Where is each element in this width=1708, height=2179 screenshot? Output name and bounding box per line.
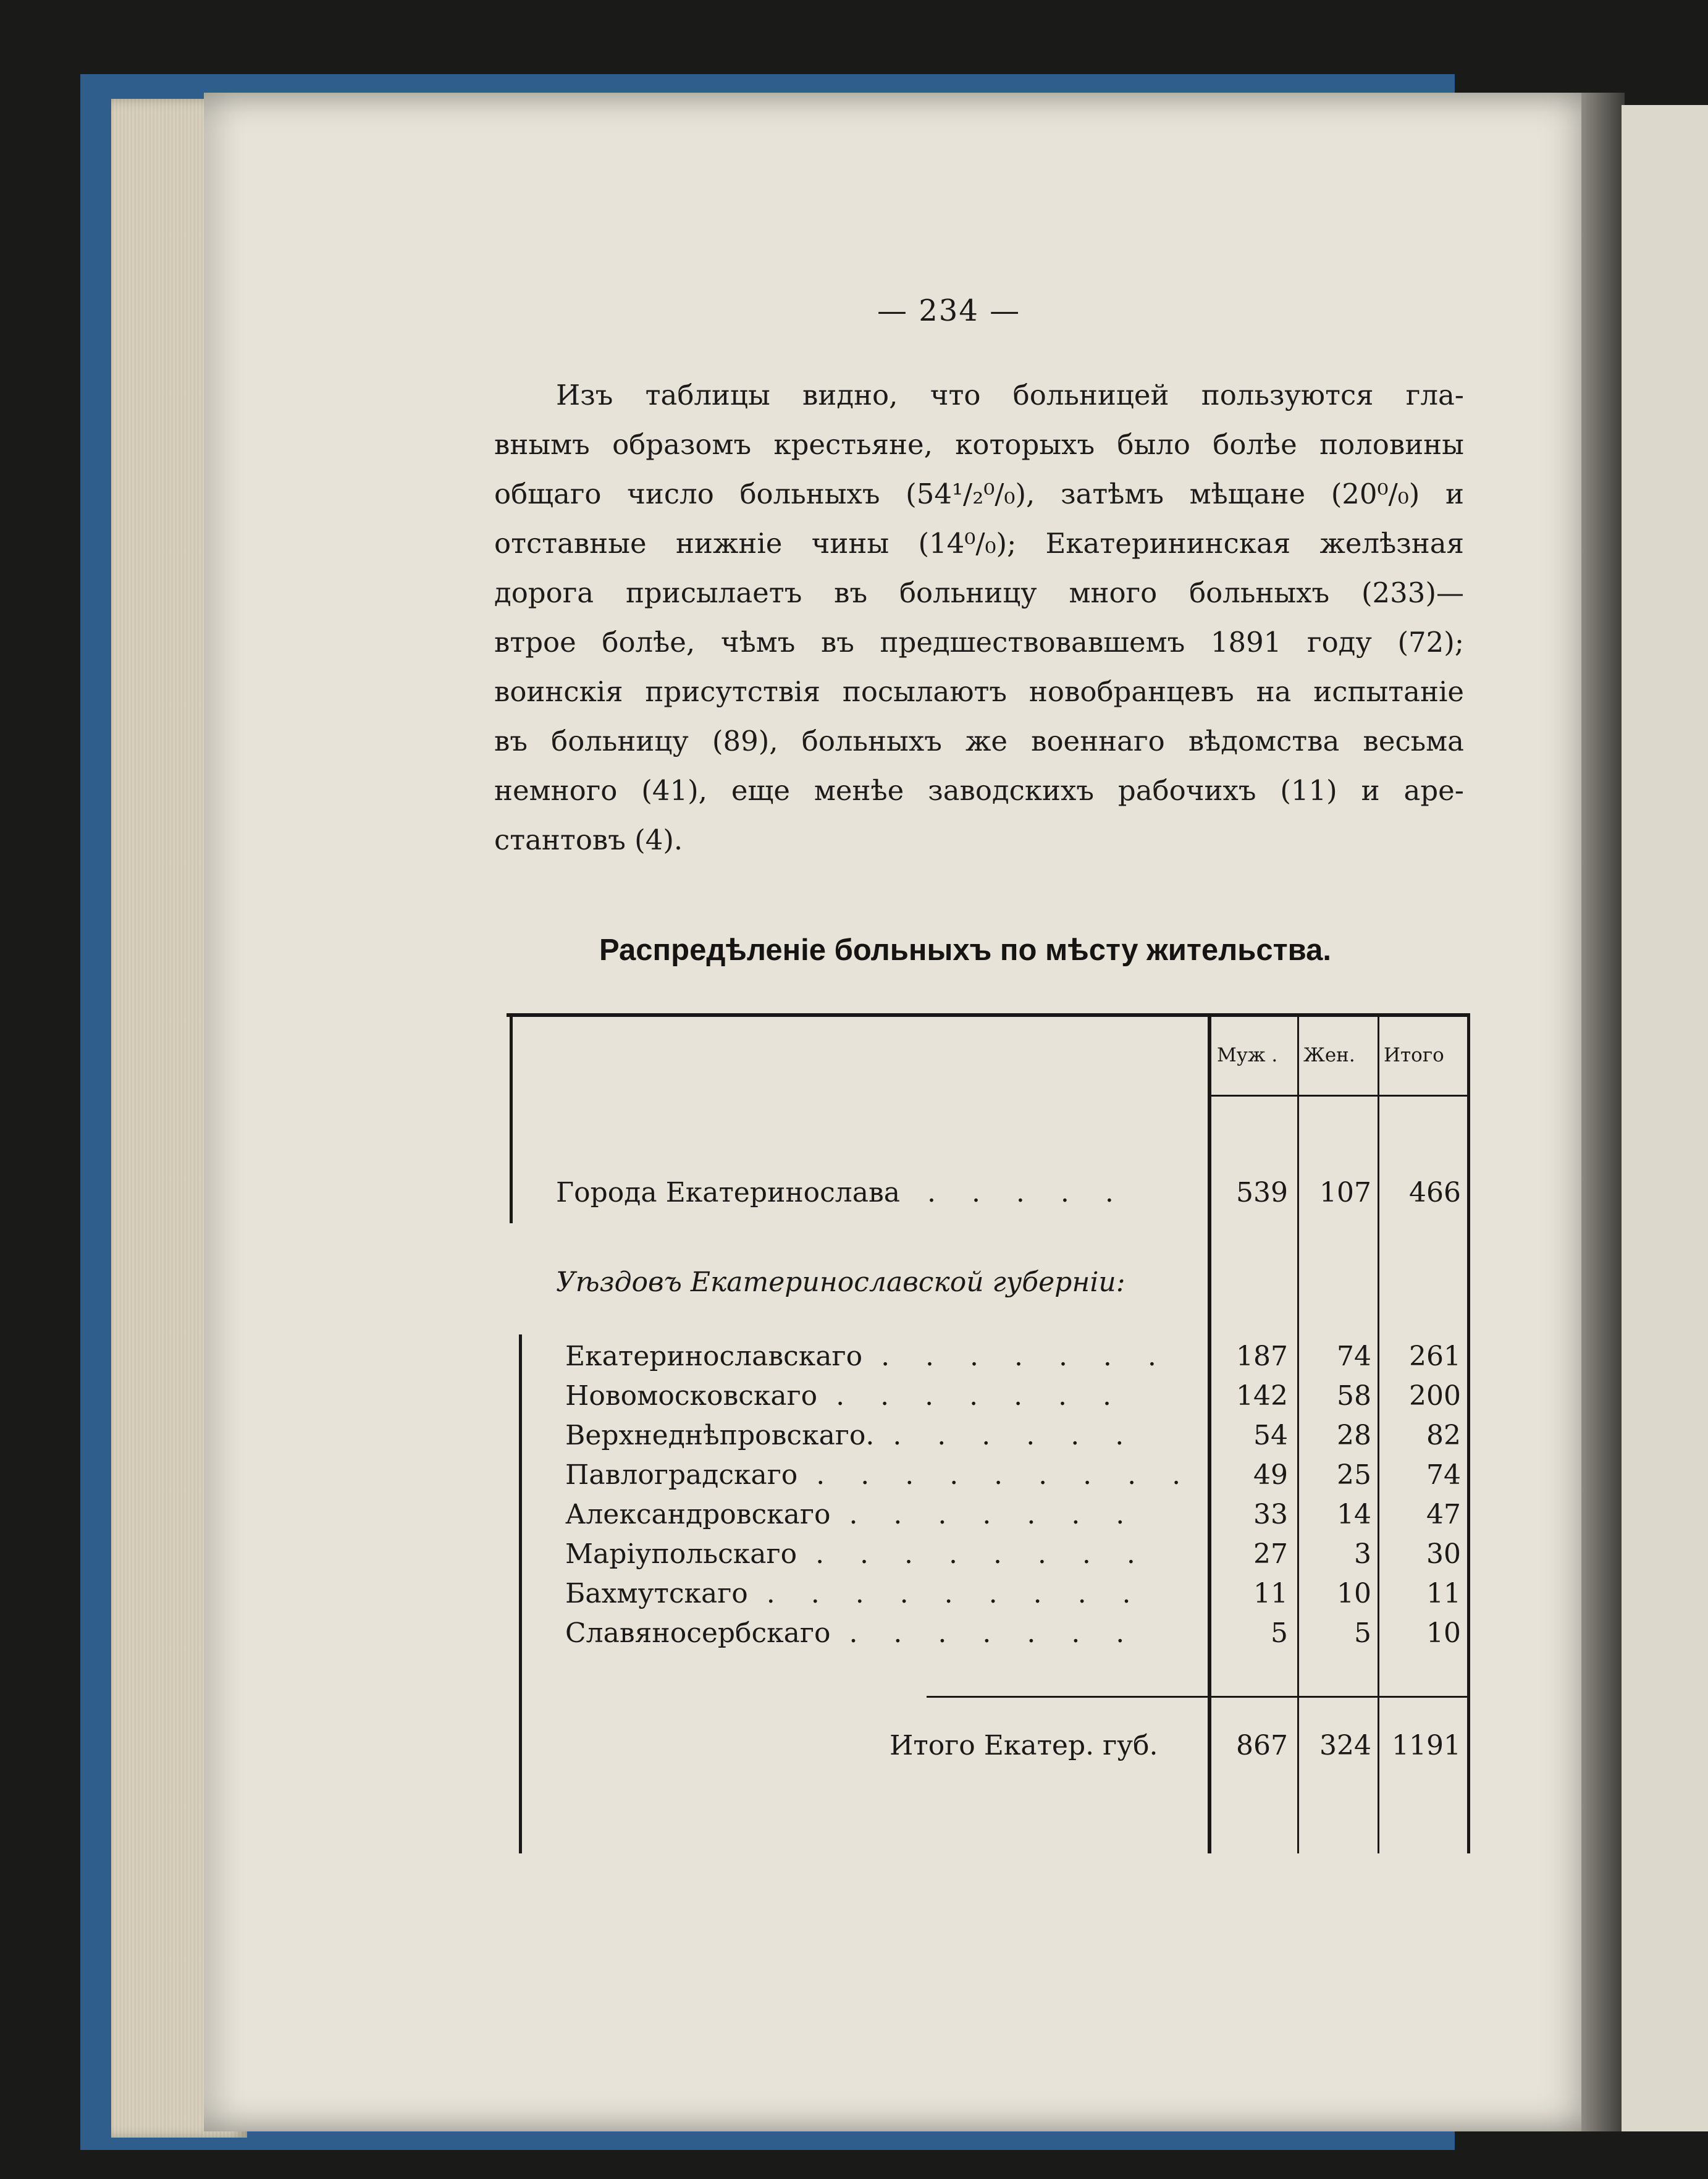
district-women: 28 xyxy=(1337,1420,1371,1451)
district-women: 10 xyxy=(1337,1578,1371,1609)
district-label xyxy=(565,1341,1170,1372)
district-label xyxy=(565,1459,1194,1491)
district-label-text: Павлоградскаго xyxy=(565,1459,798,1491)
district-men: 33 xyxy=(1253,1499,1288,1530)
leader-dots: . . . . . . . xyxy=(881,1341,1170,1372)
district-label xyxy=(565,1499,1138,1530)
leader-dots: . . . . . . . . . xyxy=(766,1578,1145,1609)
header-men: Муж . xyxy=(1217,1044,1278,1066)
district-total: 200 xyxy=(1409,1380,1461,1412)
table-total-rule xyxy=(927,1696,1470,1698)
district-label-text: Славяносербскаго xyxy=(565,1617,831,1649)
residence-table xyxy=(507,1013,1470,1853)
district-men: 5 xyxy=(1271,1617,1288,1649)
city-row-label xyxy=(556,1177,1127,1208)
city-total: 466 xyxy=(1409,1177,1461,1208)
district-label xyxy=(565,1420,1137,1451)
paragraph-line: втрое болѣе, чѣмъ въ предшествовавшемъ 1891 году (72); xyxy=(494,626,1464,659)
district-women: 25 xyxy=(1337,1459,1371,1491)
district-label xyxy=(565,1538,1149,1570)
district-women: 5 xyxy=(1354,1617,1371,1649)
table-header-rule xyxy=(1208,1095,1470,1097)
column-divider-women xyxy=(1378,1013,1379,1853)
leader-dots: . . . . . . . xyxy=(836,1380,1125,1412)
book-gutter xyxy=(1581,93,1625,2131)
leader-dots: . . . . . xyxy=(927,1177,1127,1208)
city-women: 107 xyxy=(1319,1177,1371,1208)
next-page-edge xyxy=(1622,105,1708,2131)
district-label-text: Маріупольскаго xyxy=(565,1538,797,1570)
header-total: Итого xyxy=(1384,1044,1444,1066)
leader-dots: . . . . . . . xyxy=(849,1617,1138,1649)
leader-dots: . . . . . . . . xyxy=(815,1538,1149,1570)
total-women: 324 xyxy=(1319,1730,1371,1761)
district-women: 58 xyxy=(1337,1380,1371,1412)
body-paragraph xyxy=(494,371,1464,865)
district-total: 82 xyxy=(1426,1420,1461,1451)
leader-dots: . . . . . . xyxy=(893,1420,1138,1451)
header-women: Жен. xyxy=(1303,1044,1355,1066)
city-men: 539 xyxy=(1236,1177,1288,1208)
district-total: 261 xyxy=(1409,1341,1461,1372)
district-men: 187 xyxy=(1236,1341,1288,1372)
district-total: 11 xyxy=(1426,1578,1461,1609)
district-label xyxy=(565,1380,1125,1412)
district-label xyxy=(565,1578,1145,1609)
district-label-text: Новомосковскаго xyxy=(565,1380,818,1412)
district-women: 74 xyxy=(1337,1341,1371,1372)
paragraph-line: Изъ таблицы видно, что больницей пользуются гла- xyxy=(556,379,1464,411)
total-total: 1191 xyxy=(1392,1730,1461,1761)
district-total: 74 xyxy=(1426,1459,1461,1491)
district-men: 11 xyxy=(1253,1578,1288,1609)
district-total: 30 xyxy=(1426,1538,1461,1570)
district-label xyxy=(565,1617,1138,1649)
table-left-rule xyxy=(510,1013,513,1223)
district-total: 47 xyxy=(1426,1499,1461,1530)
page-number: — 234 — xyxy=(877,293,1021,328)
district-men: 49 xyxy=(1253,1459,1288,1491)
district-total: 10 xyxy=(1426,1617,1461,1649)
section-heading: Уѣздовъ Екатеринославской губерніи: xyxy=(556,1267,1125,1298)
paragraph-line: стантовъ (4). xyxy=(494,824,683,856)
table-title: Распредѣленіе больныхъ по мѣсту жительства. xyxy=(599,934,1332,967)
paragraph-line: немного (41), еще менѣе заводскихъ рабочихъ (11) и аре- xyxy=(494,774,1464,807)
paragraph-line: отставные нижніе чины (14⁰/₀); Екатерининская желѣзная xyxy=(494,527,1464,560)
paragraph-line: въ больницу (89), больныхъ же военнаго вѣдомства весьма xyxy=(494,725,1464,757)
leader-dots: . . . . . . . . . xyxy=(816,1459,1195,1491)
district-women: 3 xyxy=(1354,1538,1371,1570)
table-right-rule xyxy=(1467,1013,1470,1853)
paragraph-line: общаго число больныхъ (54¹/₂⁰/₀), затѣмъ мѣщане (20⁰/₀) и xyxy=(494,478,1464,510)
district-label-text: Верхнеднѣпровскаго. xyxy=(565,1420,875,1451)
column-divider-men xyxy=(1297,1013,1299,1853)
district-women: 14 xyxy=(1337,1499,1371,1530)
total-label: Итого Екатер. губ. xyxy=(890,1730,1158,1761)
city-label-text: Города Екатеринослава xyxy=(556,1177,900,1208)
table-top-rule xyxy=(507,1013,1470,1017)
column-divider-label xyxy=(1208,1013,1211,1853)
district-men: 27 xyxy=(1253,1538,1288,1570)
leader-dots: . . . . . . . xyxy=(849,1499,1138,1530)
district-men: 142 xyxy=(1236,1380,1288,1412)
district-label-text: Бахмутскаго xyxy=(565,1578,748,1609)
district-label-text: Александровскаго xyxy=(565,1499,831,1530)
paragraph-line: дорога присылаетъ въ больницу много больныхъ (233)— xyxy=(494,576,1464,609)
total-men: 867 xyxy=(1236,1730,1288,1761)
table-left-rule-lower xyxy=(519,1334,522,1853)
district-label-text: Екатеринославскаго xyxy=(565,1341,863,1372)
paragraph-line: воинскія присутствія посылаютъ новобранцевъ на испытаніе xyxy=(494,675,1464,708)
paragraph-line: внымъ образомъ крестьяне, которыхъ было болѣе половины xyxy=(494,428,1464,461)
district-men: 54 xyxy=(1253,1420,1288,1451)
